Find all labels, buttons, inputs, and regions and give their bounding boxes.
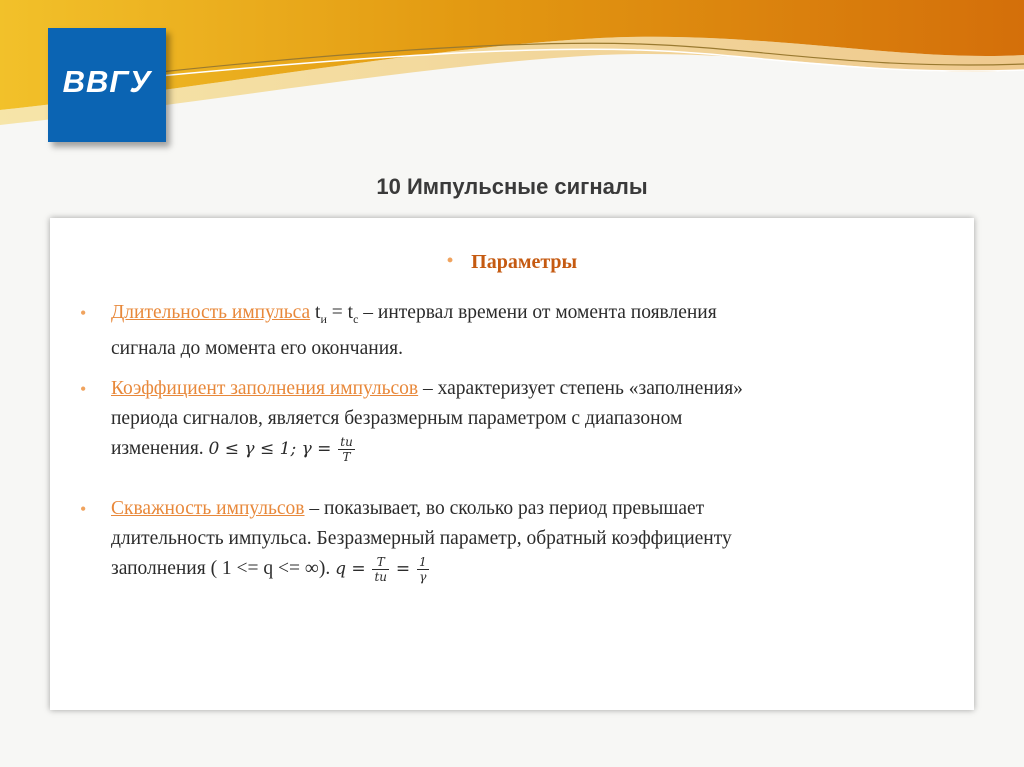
- list-item: • Коэффициент заполнения импульсов – характеризует степень «заполнения» периода сигналов, является безразмерным параметром с диапазоном изменения. 0 ≤ γ ≤ 1; γ = $\frac{tu}{T}$: [80, 374, 940, 464]
- formula-pulse-ratio: q =: [335, 559, 366, 579]
- term-duty-cycle: Коэффициент заполнения импульсов: [111, 378, 419, 399]
- term-pulse-duration: Длительность импульса: [111, 302, 311, 323]
- list-item: • Длительность импульса $t_и = t_c$ – интервал времени от момента появления сигнала до момента его окончания.: [80, 298, 940, 364]
- heading-text: Параметры: [471, 251, 578, 273]
- bullet-icon: •: [446, 250, 454, 270]
- logo-text: ВВГУ: [62, 64, 152, 99]
- university-logo: [48, 28, 166, 142]
- fraction: $\frac{T}{tu}$: [374, 555, 388, 585]
- bullet-icon: •: [80, 379, 87, 399]
- bullet-icon: •: [80, 303, 87, 323]
- fraction: $\frac{1}{\gamma}$: [419, 555, 427, 585]
- slide-title: 10 Импульсные сигналы: [376, 174, 648, 199]
- list-item: • Скважность импульсов – показывает, во сколько раз период превышает длительность импульса. Безразмерный параметр, обратный коэффициенту заполнения ( 1 <= q <= ∞). q = $\frac{T}{tu}$ = $\frac{1}{\gamma}$: [80, 494, 940, 584]
- fraction: $\frac{tu}{T}$: [340, 435, 353, 465]
- term-pulse-ratio: Скважность импульсов: [111, 498, 305, 519]
- formula-duty-cycle: 0 ≤ γ ≤ 1; γ =: [208, 439, 332, 459]
- bullet-icon: •: [80, 499, 87, 519]
- section-heading: [0, 250, 1024, 274]
